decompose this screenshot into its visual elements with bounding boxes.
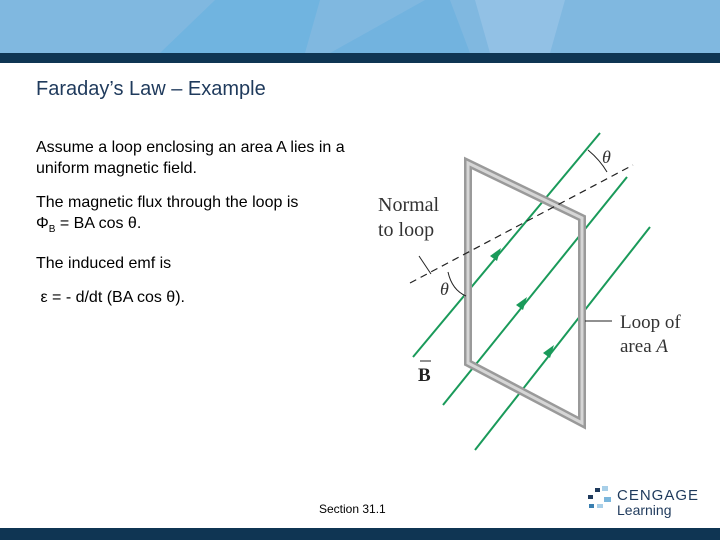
cengage-logo (585, 485, 715, 526)
cengage-logo-mark (585, 485, 715, 521)
footer-section: Section 31.1 (319, 502, 386, 516)
emf-equation: ε = - d/dt (BA cos θ). (36, 289, 185, 307)
paragraph-emf: The induced emf is (36, 255, 172, 273)
normal-label: Normal (378, 194, 440, 216)
flux-intro: The magnetic flux through the loop is (36, 194, 299, 211)
normal-label-2: to loop (378, 219, 435, 241)
theta-top: θ (602, 147, 611, 167)
loop-label: Loop of (620, 312, 681, 333)
flux-subscript: B (48, 224, 56, 236)
theta-bottom: θ (440, 279, 449, 299)
slide-title: Faraday’s Law – Example (36, 78, 266, 100)
flux-equation: = BA cos θ. (55, 215, 142, 232)
normal-dashed-line (410, 165, 633, 283)
paragraph-assume: Assume a loop enclosing an area A lies in a uniform magnetic field. (36, 139, 345, 177)
field-arrows (490, 248, 554, 358)
flux-symbol: Φ (36, 215, 49, 232)
footer-band (0, 528, 720, 540)
angle-arc-bottom (448, 272, 466, 296)
logo-name: CENGAGE (617, 487, 700, 504)
field-label-b: B (418, 365, 431, 386)
loop (468, 163, 582, 423)
loop-highlight (468, 163, 582, 423)
loop-label-2: area A (620, 336, 668, 357)
logo-sub: Learning (617, 502, 672, 518)
normal-leader (419, 256, 431, 274)
